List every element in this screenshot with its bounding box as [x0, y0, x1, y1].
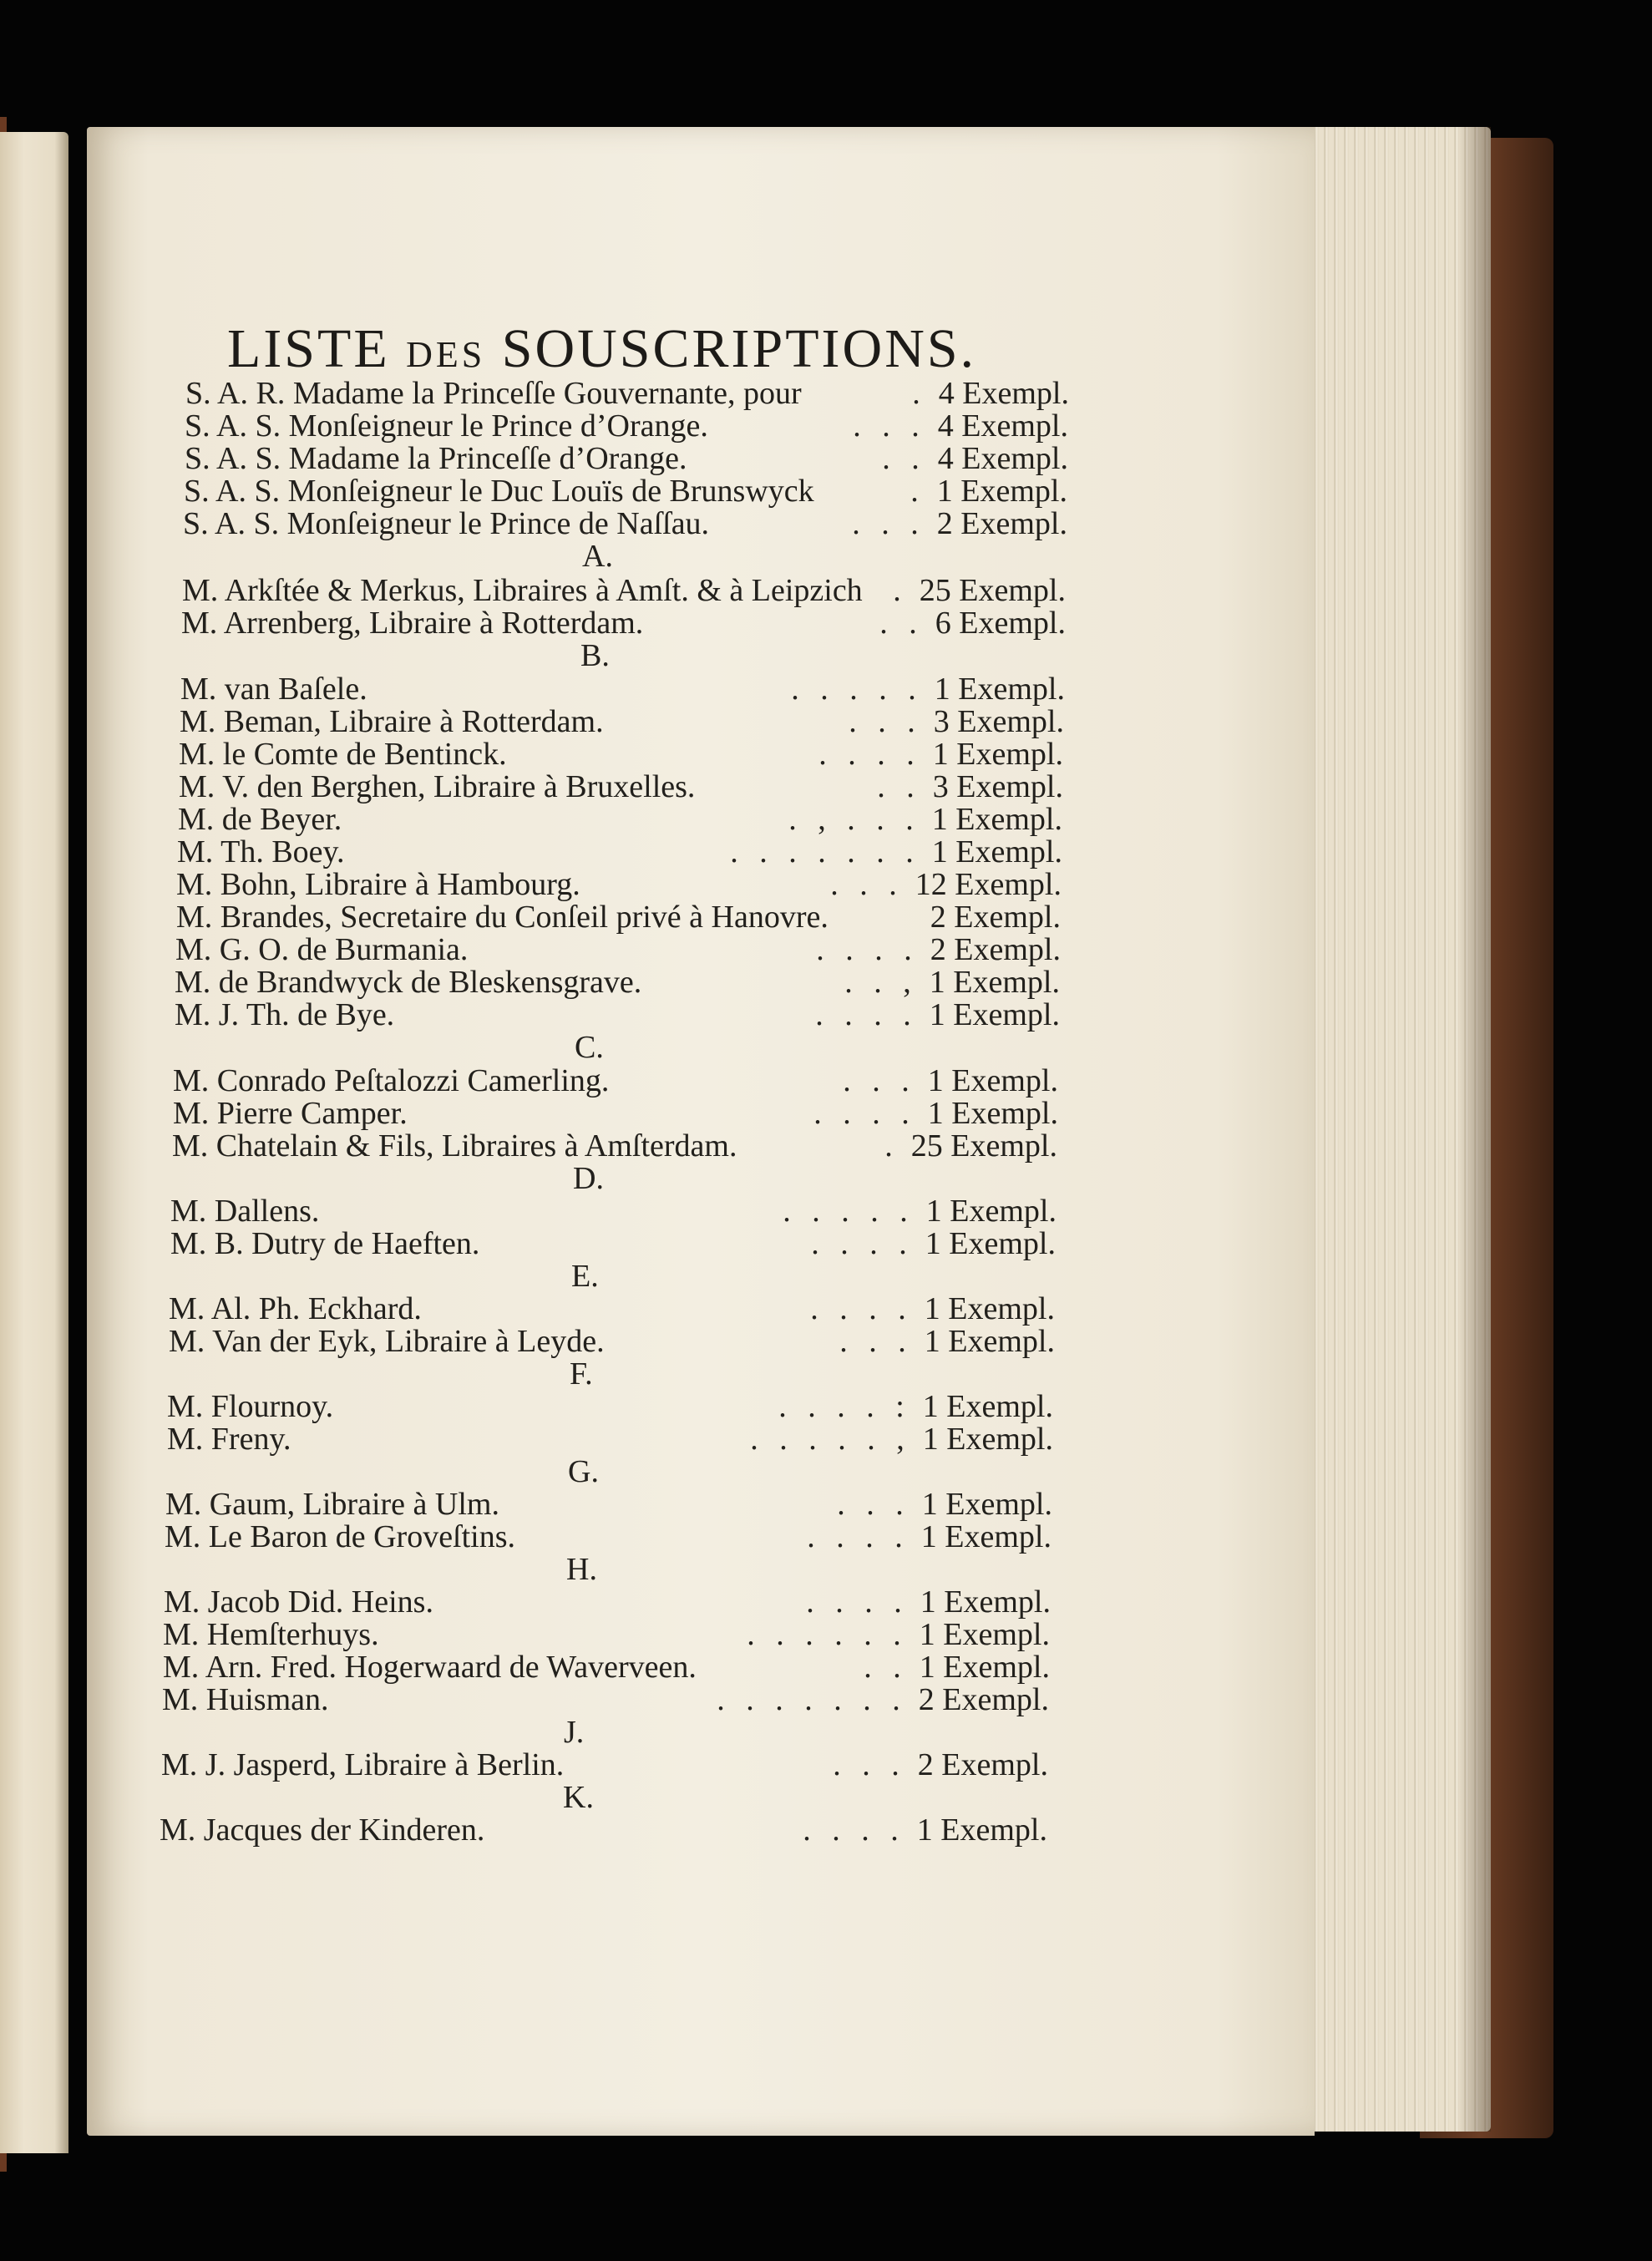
leader-dots: . . . — [843, 1063, 916, 1098]
subscriber-name: S. A. S. Monſeigneur le Prince d’Orange. — [185, 408, 708, 444]
subscriber-row — [175, 999, 1060, 1034]
subscriber-name: M. Beman, Libraire à Rotterdam. — [180, 704, 604, 739]
copies-count: 4 Exempl. — [937, 441, 1068, 476]
leader-dots: . . . . — [816, 932, 919, 967]
subscriber-row — [182, 575, 1066, 610]
subscriber-name: M. Pierre Camper. — [173, 1096, 408, 1131]
copies-count: 1 Exempl. — [924, 1291, 1055, 1326]
section-letter: K. — [563, 1780, 594, 1815]
section-letter: F. — [570, 1356, 593, 1392]
subscriber-row — [185, 443, 1068, 478]
copies-count: 25 Exempl. — [910, 1128, 1057, 1163]
leader-dots: . . . . — [803, 1812, 905, 1848]
subscriber-row — [180, 706, 1064, 741]
subscriber-row — [185, 378, 1069, 413]
page-heading — [227, 317, 976, 381]
leader-dots: . . . — [839, 1324, 913, 1359]
copies-count: 1 Exempl. — [925, 1194, 1057, 1229]
copies-count: 2 Exempl. — [930, 932, 1061, 967]
subscriber-row — [173, 1065, 1058, 1100]
subscriber-row — [175, 934, 1061, 969]
subscriber-name: M. de Beyer. — [178, 802, 342, 837]
subscriber-name: M. Le Baron de Groveſtins. — [165, 1519, 516, 1554]
leader-dots: . . , — [844, 965, 918, 1000]
leader-dots: . . . . — [811, 1226, 914, 1261]
subscriber-row — [167, 1423, 1053, 1458]
subscriber-name: S. A. S. Monſeigneur le Prince de Naſſau. — [183, 506, 710, 541]
copies-count: 1 Exempl. — [927, 1063, 1058, 1098]
subscriber-name: M. Arn. Fred. Hogerwaard de Waverveen. — [163, 1650, 697, 1685]
leader-dots: . . . — [833, 1747, 906, 1782]
leader-dots: . , . . . — [788, 802, 920, 837]
copies-count: 1 Exempl. — [920, 1519, 1052, 1554]
subscriber-row — [185, 410, 1068, 445]
leader-dots: . . . . . — [783, 1194, 915, 1229]
subscriber-name: M. Chatelain & Fils, Libraires à Amſterdam. — [172, 1128, 737, 1163]
leader-dots: . . . . — [818, 737, 921, 772]
copies-count: 1 Exempl. — [925, 1226, 1056, 1261]
subscriber-name: M. Van der Eyk, Libraire à Leyde. — [169, 1324, 605, 1359]
copies-count: 1 Exempl. — [924, 1324, 1055, 1359]
subscriber-row — [176, 901, 1061, 936]
subscriber-name: M. Arkſtée & Merkus, Libraires à Amſt. & à Leipzich — [182, 573, 863, 608]
subscriber-row — [165, 1521, 1052, 1556]
subscriber-row — [164, 1586, 1051, 1621]
subscriber-name: S. A. S. Madame la Princeſſe d’Orange. — [185, 441, 687, 476]
leader-dots: . . — [877, 769, 921, 804]
copies-count: 2 Exempl. — [936, 506, 1067, 541]
subscriber-row — [163, 1619, 1050, 1654]
copies-count: 3 Exempl. — [932, 769, 1063, 804]
leader-dots: . . . . — [806, 1584, 909, 1620]
copies-count: 1 Exempl. — [936, 474, 1067, 509]
copies-count: 1 Exempl. — [922, 1389, 1053, 1424]
leader-dots: . . . — [849, 704, 922, 739]
subscriber-name: M. Gaum, Libraire à Ulm. — [165, 1487, 499, 1522]
subscriber-name: M. Dallens. — [170, 1194, 320, 1229]
subscriber-name: M. Jacques der Kinderen. — [160, 1812, 485, 1848]
subscriber-row — [178, 804, 1062, 839]
subscriber-row — [161, 1749, 1048, 1784]
leader-dots: . . . . : — [778, 1389, 911, 1424]
subscriber-row — [179, 771, 1063, 806]
subscriber-row — [165, 1488, 1052, 1523]
subscriber-row — [179, 738, 1063, 773]
copies-count: 1 Exempl. — [931, 834, 1062, 869]
copies-count: 1 Exempl. — [920, 1584, 1051, 1620]
subscriber-name: M. V. den Berghen, Libraire à Bruxelles. — [179, 769, 696, 804]
leader-dots: . . — [864, 1650, 908, 1685]
subscriber-row — [172, 1130, 1057, 1165]
subscriber-row — [184, 475, 1067, 510]
subscriber-name: M. J. Jasperd, Libraire à Berlin. — [161, 1747, 565, 1782]
copies-count: 12 Exempl. — [915, 867, 1062, 902]
heading-liste: LISTE — [227, 318, 390, 379]
section-letter: C. — [575, 1030, 604, 1065]
subscriber-row — [170, 1195, 1057, 1230]
subscriber-name: M. J. Th. de Bye. — [175, 997, 395, 1032]
copies-count: 3 Exempl. — [933, 704, 1064, 739]
subscriber-name: M. Hemſterhuys. — [163, 1617, 379, 1652]
copies-count: 1 Exempl. — [927, 1096, 1058, 1131]
leader-dots: . . . — [837, 1487, 910, 1522]
leader-dots: . . . . — [815, 997, 918, 1032]
leader-dots: . — [910, 474, 925, 509]
leader-dots: . . . . . . . — [730, 834, 920, 869]
section-letter: B. — [580, 638, 610, 673]
subscriber-name: M. de Brandwyck de Bleskensgrave. — [175, 965, 642, 1000]
section-letter: J. — [564, 1715, 585, 1750]
subscriber-row — [160, 1814, 1047, 1849]
subscriber-row — [163, 1651, 1050, 1686]
subscriber-name: M. Conrado Peſtalozzi Camerling. — [173, 1063, 610, 1098]
subscriber-row — [169, 1293, 1055, 1328]
subscriber-row — [177, 836, 1062, 871]
leader-dots: . . . — [852, 506, 925, 541]
subscriber-row — [181, 607, 1066, 642]
subscriber-row — [183, 508, 1067, 543]
copies-count: 1 Exempl. — [932, 737, 1063, 772]
subscriber-name: M. Th. Boey. — [177, 834, 345, 869]
left-page-edge — [0, 132, 68, 2153]
leader-dots: . . . . . . . — [717, 1682, 907, 1717]
subscriber-row — [173, 1098, 1058, 1133]
section-letter: A. — [582, 539, 613, 574]
section-letter: G. — [568, 1454, 599, 1489]
copies-count: 2 Exempl. — [930, 900, 1061, 935]
leader-dots: . . — [879, 606, 924, 641]
leader-dots: . . . — [853, 408, 926, 444]
subscriber-row — [176, 869, 1062, 904]
copies-count: 6 Exempl. — [935, 606, 1066, 641]
copies-count: 2 Exempl. — [917, 1747, 1048, 1782]
leader-dots: . . . . . — [791, 672, 923, 707]
copies-count: 4 Exempl. — [937, 408, 1068, 444]
subscriber-name: M. Huisman. — [162, 1682, 329, 1717]
subscriber-name: M. B. Dutry de Haeften. — [170, 1226, 480, 1261]
section-letter: D. — [573, 1161, 604, 1196]
section-letter: H. — [566, 1552, 597, 1587]
copies-count: 1 Exempl. — [929, 965, 1060, 1000]
subscriber-row — [170, 1228, 1056, 1263]
copies-count: 2 Exempl. — [918, 1682, 1049, 1717]
subscriber-name: M. Arrenberg, Libraire à Rotterdam. — [181, 606, 644, 641]
leader-dots: . . . — [830, 867, 904, 902]
copies-count: 4 Exempl. — [938, 376, 1069, 411]
subscriber-row — [169, 1326, 1055, 1361]
leader-dots: . — [912, 376, 927, 411]
copies-count: 1 Exempl. — [919, 1617, 1050, 1652]
copies-count: 1 Exempl. — [931, 802, 1062, 837]
subscriber-row — [167, 1391, 1053, 1426]
leader-dots: . . . . — [810, 1291, 913, 1326]
leader-dots: . . — [882, 441, 926, 476]
subscriber-name: M. Flournoy. — [167, 1389, 334, 1424]
copies-count: 25 Exempl. — [919, 573, 1066, 608]
subscriber-row — [180, 673, 1065, 708]
subscriber-name: M. van Baſele. — [180, 672, 367, 707]
copies-count: 1 Exempl. — [916, 1812, 1047, 1848]
subscriber-name: M. Jacob Did. Heins. — [164, 1584, 433, 1620]
subscriber-name: S. A. S. Monſeigneur le Duc Louïs de Brunswyck — [184, 474, 814, 509]
leader-dots: . . . . . , — [750, 1422, 911, 1457]
subscriber-row — [175, 966, 1060, 1001]
section-letter: E. — [571, 1259, 599, 1294]
leader-dots: . . . . — [807, 1519, 910, 1554]
copies-count: 1 Exempl. — [922, 1422, 1053, 1457]
subscriber-name: M. G. O. de Burmania. — [175, 932, 469, 967]
subscriber-row — [162, 1684, 1049, 1719]
subscriber-name: M. Al. Ph. Eckhard. — [169, 1291, 422, 1326]
page-stack-edges — [1299, 127, 1491, 2132]
copies-count: 1 Exempl. — [929, 997, 1060, 1032]
subscriber-name: M. le Comte de Bentinck. — [179, 737, 507, 772]
leader-dots: . — [893, 573, 908, 608]
subscriber-name: S. A. R. Madame la Princeſſe Gouvernante, pour — [185, 376, 802, 411]
heading-des: DES — [406, 334, 486, 375]
subscriber-name: M. Freny. — [167, 1422, 291, 1457]
copies-count: 1 Exempl. — [921, 1487, 1052, 1522]
leader-dots: . . . . . . — [747, 1617, 908, 1652]
copies-count: 1 Exempl. — [934, 672, 1065, 707]
subscriber-name: M. Brandes, Secretaire du Conſeil privé à Hanovre. — [176, 900, 829, 935]
leader-dots: . — [884, 1128, 899, 1163]
subscriber-name: M. Bohn, Libraire à Hambourg. — [176, 867, 580, 902]
heading-souscriptions: SOUSCRIPTIONS. — [501, 318, 977, 379]
leader-dots: . . . . — [813, 1096, 916, 1131]
copies-count: 1 Exempl. — [919, 1650, 1050, 1685]
